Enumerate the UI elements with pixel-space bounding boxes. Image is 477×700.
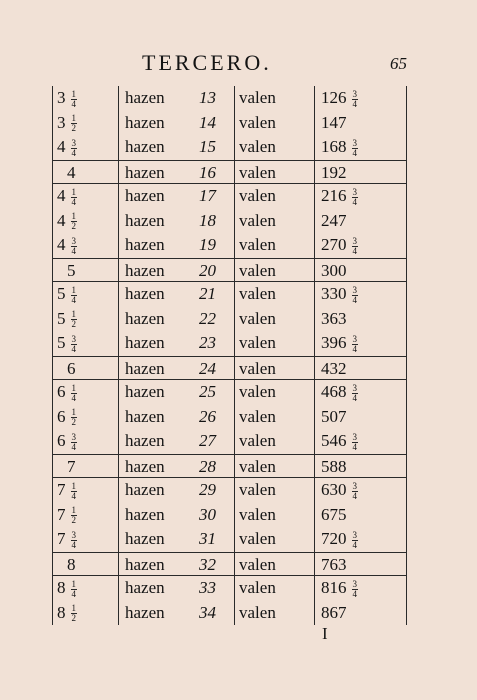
multiplier-cell: 24 xyxy=(199,358,216,378)
multiplier-cell: 30 xyxy=(199,504,216,524)
result-whole: 192 xyxy=(321,162,347,182)
fraction-numerator: 3 xyxy=(352,578,357,589)
factor-fraction xyxy=(71,408,78,427)
factor-fraction xyxy=(71,506,78,525)
factor-fraction xyxy=(71,531,78,550)
result-cell xyxy=(314,307,407,332)
fraction-numerator: 1 xyxy=(71,113,76,124)
multiplier-cell: 34 xyxy=(199,602,216,622)
verb-hazen: hazen xyxy=(118,478,191,503)
fraction-numerator: 3 xyxy=(352,88,357,99)
verb-hazen: hazen xyxy=(118,576,191,601)
multiplier-cell: 31 xyxy=(199,529,216,548)
page-header xyxy=(0,50,477,80)
factor-fraction xyxy=(71,188,78,207)
multiplier-cell: 17 xyxy=(199,186,216,205)
fraction-numerator: 3 xyxy=(71,333,76,344)
fraction-numerator: 3 xyxy=(71,431,76,442)
result-whole: 468 xyxy=(321,382,347,401)
fraction-numerator: 3 xyxy=(71,137,76,148)
verb-hazen: hazen xyxy=(118,184,191,209)
result-cell xyxy=(314,553,407,578)
factor-cell xyxy=(52,282,118,307)
result-cell xyxy=(314,429,407,454)
fraction-denominator: 4 xyxy=(71,539,76,550)
fraction-denominator: 2 xyxy=(71,613,76,624)
fraction-denominator: 4 xyxy=(71,343,76,354)
result-cell xyxy=(314,86,407,111)
factor-cell xyxy=(52,357,118,382)
factor-fraction xyxy=(71,237,78,256)
table-row xyxy=(52,307,407,332)
multiplier-cell: 33 xyxy=(199,578,216,597)
factor-whole: 3 xyxy=(57,112,66,132)
factor-whole: 5 xyxy=(57,284,66,303)
verb-hazen: hazen xyxy=(118,553,191,578)
verb-valen: valen xyxy=(234,527,314,552)
table-row xyxy=(52,86,407,111)
result-cell xyxy=(314,184,407,209)
factor-whole: 5 xyxy=(67,260,76,280)
factor-fraction xyxy=(71,604,78,623)
verb-valen: valen xyxy=(234,135,314,160)
result-whole: 507 xyxy=(321,406,347,426)
table-row xyxy=(52,576,407,601)
result-cell xyxy=(314,601,407,626)
verb-hazen: hazen xyxy=(118,135,191,160)
table-row xyxy=(52,331,407,356)
fraction-denominator: 4 xyxy=(352,441,357,452)
table-row xyxy=(52,282,407,307)
result-whole: 147 xyxy=(321,112,347,132)
result-whole: 816 xyxy=(321,578,347,597)
factor-whole: 5 xyxy=(57,333,66,352)
result-whole: 763 xyxy=(321,554,347,574)
factor-whole: 6 xyxy=(57,431,66,450)
verb-valen: valen xyxy=(234,233,314,258)
factor-fraction xyxy=(71,139,78,158)
table-row xyxy=(52,233,407,258)
table-row xyxy=(52,429,407,454)
result-fraction xyxy=(352,531,359,550)
verb-hazen: hazen xyxy=(118,307,191,332)
fraction-numerator: 1 xyxy=(71,211,76,222)
result-fraction xyxy=(352,384,359,403)
multiplier-cell: 28 xyxy=(199,456,216,476)
result-fraction xyxy=(352,237,359,256)
fraction-numerator: 1 xyxy=(71,309,76,320)
verb-valen: valen xyxy=(234,331,314,356)
factor-fraction xyxy=(71,580,78,599)
verb-valen: valen xyxy=(234,282,314,307)
factor-whole: 3 xyxy=(57,88,66,107)
verb-hazen: hazen xyxy=(118,209,191,234)
table-row xyxy=(52,601,407,626)
factor-cell xyxy=(52,161,118,186)
verb-hazen: hazen xyxy=(118,86,191,111)
result-cell xyxy=(314,527,407,552)
result-fraction xyxy=(352,482,359,501)
result-cell xyxy=(314,478,407,503)
fraction-denominator: 2 xyxy=(71,417,76,428)
multiplication-table xyxy=(52,86,407,625)
result-cell xyxy=(314,405,407,430)
result-cell xyxy=(314,233,407,258)
page-title: TERCERO. xyxy=(142,50,272,75)
fraction-denominator: 2 xyxy=(71,515,76,526)
verb-valen: valen xyxy=(234,576,314,601)
factor-fraction xyxy=(71,433,78,452)
bottom-mark: I xyxy=(322,624,328,643)
result-whole: 720 xyxy=(321,529,347,548)
factor-whole: 8 xyxy=(57,578,66,597)
verb-hazen: hazen xyxy=(118,161,191,186)
fraction-denominator: 4 xyxy=(352,294,357,305)
fraction-numerator: 1 xyxy=(71,186,76,197)
factor-whole: 7 xyxy=(57,504,66,524)
factor-cell xyxy=(52,429,118,454)
fraction-denominator: 4 xyxy=(71,490,76,501)
fraction-denominator: 2 xyxy=(71,319,76,330)
table-row xyxy=(52,503,407,528)
verb-hazen: hazen xyxy=(118,357,191,382)
multiplier-cell: 18 xyxy=(199,210,216,230)
result-whole: 867 xyxy=(321,602,347,622)
fraction-denominator: 2 xyxy=(71,221,76,232)
verb-valen: valen xyxy=(234,553,314,578)
result-cell xyxy=(314,503,407,528)
factor-cell xyxy=(52,259,118,284)
factor-fraction xyxy=(71,90,78,109)
fraction-numerator: 1 xyxy=(71,578,76,589)
result-whole: 168 xyxy=(321,137,347,156)
verb-valen: valen xyxy=(234,429,314,454)
fraction-denominator: 4 xyxy=(352,245,357,256)
verb-valen: valen xyxy=(234,478,314,503)
multiplier-cell: 21 xyxy=(199,284,216,303)
result-whole: 675 xyxy=(321,504,347,524)
result-whole: 300 xyxy=(321,260,347,280)
factor-fraction xyxy=(71,114,78,133)
fraction-numerator: 3 xyxy=(352,431,357,442)
verb-valen: valen xyxy=(234,209,314,234)
result-whole: 216 xyxy=(321,186,347,205)
result-whole: 546 xyxy=(321,431,347,450)
verb-valen: valen xyxy=(234,161,314,186)
factor-whole: 7 xyxy=(67,456,76,476)
fraction-denominator: 4 xyxy=(352,588,357,599)
verb-valen: valen xyxy=(234,111,314,136)
fraction-denominator: 4 xyxy=(352,147,357,158)
verb-hazen: hazen xyxy=(118,527,191,552)
fraction-denominator: 4 xyxy=(71,392,76,403)
table-row xyxy=(52,209,407,234)
fraction-numerator: 3 xyxy=(352,284,357,295)
fraction-numerator: 1 xyxy=(71,480,76,491)
result-fraction xyxy=(352,90,359,109)
fraction-denominator: 4 xyxy=(71,196,76,207)
factor-whole: 4 xyxy=(57,137,66,156)
verb-hazen: hazen xyxy=(118,455,191,480)
multiplier-cell: 20 xyxy=(199,260,216,280)
verb-hazen: hazen xyxy=(118,111,191,136)
result-whole: 630 xyxy=(321,480,347,499)
factor-cell xyxy=(52,380,118,405)
fraction-denominator: 4 xyxy=(352,539,357,550)
factor-fraction xyxy=(71,335,78,354)
verb-hazen: hazen xyxy=(118,429,191,454)
verb-hazen: hazen xyxy=(118,259,191,284)
fraction-numerator: 1 xyxy=(71,284,76,295)
factor-whole: 8 xyxy=(67,554,76,574)
factor-fraction xyxy=(71,286,78,305)
result-cell xyxy=(314,135,407,160)
factor-fraction xyxy=(71,384,78,403)
fraction-denominator: 4 xyxy=(352,343,357,354)
fraction-numerator: 1 xyxy=(71,88,76,99)
factor-fraction xyxy=(71,212,78,231)
result-whole: 126 xyxy=(321,88,347,107)
result-cell xyxy=(314,455,407,480)
result-whole: 432 xyxy=(321,358,347,378)
factor-whole: 6 xyxy=(67,358,76,378)
fraction-numerator: 3 xyxy=(352,186,357,197)
result-whole: 247 xyxy=(321,210,347,230)
factor-whole: 7 xyxy=(57,529,66,548)
factor-cell xyxy=(52,86,118,111)
table-row xyxy=(52,258,407,283)
multiplier-cell: 26 xyxy=(199,406,216,426)
factor-whole: 4 xyxy=(57,235,66,254)
factor-cell xyxy=(52,184,118,209)
multiplier-cell: 22 xyxy=(199,308,216,328)
factor-fraction xyxy=(71,310,78,329)
result-whole: 396 xyxy=(321,333,347,352)
result-fraction xyxy=(352,335,359,354)
verb-valen: valen xyxy=(234,601,314,626)
multiplier-cell: 14 xyxy=(199,112,216,132)
table-row xyxy=(52,478,407,503)
fraction-numerator: 3 xyxy=(352,529,357,540)
table-row xyxy=(52,184,407,209)
factor-cell xyxy=(52,405,118,430)
factor-cell xyxy=(52,478,118,503)
fraction-denominator: 2 xyxy=(71,123,76,134)
page-number: 65 xyxy=(390,54,407,73)
verb-hazen: hazen xyxy=(118,282,191,307)
factor-cell xyxy=(52,503,118,528)
result-cell xyxy=(314,259,407,284)
result-whole: 330 xyxy=(321,284,347,303)
result-fraction xyxy=(352,188,359,207)
fraction-denominator: 4 xyxy=(71,147,76,158)
verb-hazen: hazen xyxy=(118,503,191,528)
multiplier-cell: 29 xyxy=(199,480,216,499)
result-cell xyxy=(314,111,407,136)
factor-cell xyxy=(52,576,118,601)
fraction-numerator: 3 xyxy=(352,480,357,491)
factor-cell xyxy=(52,111,118,136)
table-row xyxy=(52,356,407,381)
fraction-denominator: 4 xyxy=(71,294,76,305)
result-fraction xyxy=(352,139,359,158)
fraction-numerator: 3 xyxy=(352,333,357,344)
fraction-numerator: 3 xyxy=(352,235,357,246)
table-row xyxy=(52,135,407,160)
factor-whole: 4 xyxy=(67,162,76,182)
fraction-denominator: 4 xyxy=(352,196,357,207)
verb-hazen: hazen xyxy=(118,601,191,626)
factor-cell xyxy=(52,233,118,258)
multiplier-cell: 32 xyxy=(199,554,216,574)
verb-valen: valen xyxy=(234,86,314,111)
verb-valen: valen xyxy=(234,503,314,528)
result-whole: 588 xyxy=(321,456,347,476)
verb-hazen: hazen xyxy=(118,233,191,258)
verb-valen: valen xyxy=(234,307,314,332)
factor-cell xyxy=(52,455,118,480)
multiplier-cell: 15 xyxy=(199,137,216,156)
factor-cell xyxy=(52,331,118,356)
factor-cell xyxy=(52,135,118,160)
factor-cell xyxy=(52,601,118,626)
verb-valen: valen xyxy=(234,405,314,430)
factor-whole: 4 xyxy=(57,186,66,205)
factor-cell xyxy=(52,527,118,552)
multiplier-cell: 25 xyxy=(199,382,216,401)
verb-hazen: hazen xyxy=(118,331,191,356)
verb-valen: valen xyxy=(234,184,314,209)
result-whole: 270 xyxy=(321,235,347,254)
factor-whole: 4 xyxy=(57,210,66,230)
factor-cell xyxy=(52,307,118,332)
multiplier-cell: 16 xyxy=(199,162,216,182)
table-row xyxy=(52,552,407,577)
fraction-numerator: 1 xyxy=(71,407,76,418)
result-cell xyxy=(314,576,407,601)
result-cell xyxy=(314,380,407,405)
verb-valen: valen xyxy=(234,259,314,284)
fraction-numerator: 3 xyxy=(71,235,76,246)
result-cell xyxy=(314,357,407,382)
fraction-numerator: 3 xyxy=(352,137,357,148)
result-fraction xyxy=(352,286,359,305)
verb-hazen: hazen xyxy=(118,380,191,405)
fraction-numerator: 3 xyxy=(352,382,357,393)
table-row xyxy=(52,405,407,430)
result-whole: 363 xyxy=(321,308,347,328)
factor-whole: 5 xyxy=(57,308,66,328)
table-row xyxy=(52,454,407,479)
fraction-numerator: 1 xyxy=(71,382,76,393)
factor-whole: 6 xyxy=(57,406,66,426)
factor-fraction xyxy=(71,482,78,501)
fraction-denominator: 4 xyxy=(71,588,76,599)
factor-whole: 8 xyxy=(57,602,66,622)
fraction-numerator: 1 xyxy=(71,603,76,614)
result-fraction xyxy=(352,433,359,452)
factor-whole: 7 xyxy=(57,480,66,499)
verb-hazen: hazen xyxy=(118,405,191,430)
result-fraction xyxy=(352,580,359,599)
fraction-denominator: 4 xyxy=(71,245,76,256)
result-cell xyxy=(314,331,407,356)
factor-whole: 6 xyxy=(57,382,66,401)
fraction-denominator: 4 xyxy=(71,441,76,452)
factor-cell xyxy=(52,553,118,578)
fraction-numerator: 1 xyxy=(71,505,76,516)
result-cell xyxy=(314,282,407,307)
fraction-denominator: 4 xyxy=(352,490,357,501)
multiplier-cell: 19 xyxy=(199,235,216,254)
verb-valen: valen xyxy=(234,455,314,480)
result-cell xyxy=(314,161,407,186)
multiplier-cell: 23 xyxy=(199,333,216,352)
verb-valen: valen xyxy=(234,357,314,382)
fraction-denominator: 4 xyxy=(71,98,76,109)
table-row xyxy=(52,160,407,185)
fraction-denominator: 4 xyxy=(352,98,357,109)
table-row xyxy=(52,380,407,405)
table-row xyxy=(52,527,407,552)
multiplier-cell: 13 xyxy=(199,88,216,107)
result-cell xyxy=(314,209,407,234)
fraction-denominator: 4 xyxy=(352,392,357,403)
verb-valen: valen xyxy=(234,380,314,405)
fraction-numerator: 3 xyxy=(71,529,76,540)
table-row xyxy=(52,111,407,136)
multiplier-cell: 27 xyxy=(199,431,216,450)
factor-cell xyxy=(52,209,118,234)
